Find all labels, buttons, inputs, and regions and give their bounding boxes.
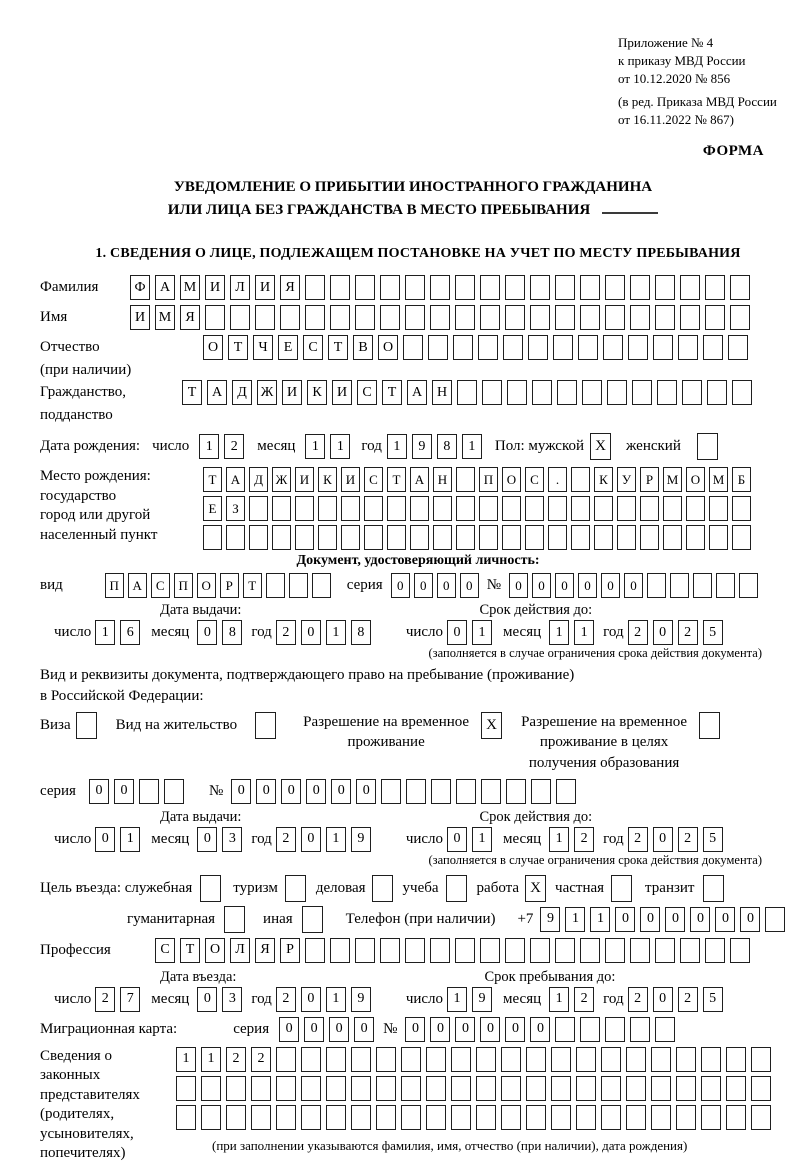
doc-issue-month-input[interactable]: 0 8 <box>197 620 247 645</box>
temp-permit-edu-label: Разрешение на временное проживание в целях получения образования <box>521 714 688 771</box>
stay-month-label: месяц <box>503 990 542 1007</box>
birthplace-input-line-1[interactable]: Т А Д Ж И К И С Т А Н П О С . К У Р М О М Б <box>203 467 755 492</box>
representatives-input-line-3[interactable] <box>176 1105 776 1130</box>
entry-day-label: число <box>54 990 92 1007</box>
birthplace-block <box>40 467 796 550</box>
permit-issue-day-input[interactable]: 0 1 <box>95 827 145 852</box>
purpose-humanitarian-label: гуманитарная <box>127 910 216 927</box>
permit-number-input[interactable]: 0 0 0 0 0 0 <box>231 779 581 804</box>
doc-number-label: № <box>486 576 501 593</box>
representatives-label-1: Сведения о <box>40 1047 112 1064</box>
purpose-private-label: частная <box>555 879 605 896</box>
doc-issue-day-input[interactable]: 1 6 <box>95 620 145 645</box>
representatives-input-line-1[interactable]: 1 1 2 2 <box>176 1047 776 1072</box>
doc-valid-year-label: год <box>603 623 624 640</box>
birthplace-label-1: Место рождения: <box>40 468 151 485</box>
purpose-label: Цель въезда: служебная <box>40 879 193 896</box>
doc-issue-year-label: год <box>251 623 272 640</box>
representatives-label-3: представителях <box>40 1086 140 1103</box>
temp-permit-checkbox[interactable]: X <box>481 712 507 739</box>
representatives-label-5: усыновителях, <box>40 1125 134 1142</box>
doc-issue-year-input[interactable]: 2 0 1 8 <box>276 620 376 645</box>
migration-series-label: серия <box>233 1020 270 1037</box>
birthplace-label-2: государство <box>40 487 117 504</box>
entry-month-input[interactable]: 0 3 <box>197 987 247 1012</box>
patronymic-label: Отчество <box>40 339 100 356</box>
representatives-label-4: (родителях, <box>40 1106 115 1123</box>
name-input[interactable]: И М Я <box>130 305 755 330</box>
purpose-transit-label: транзит <box>645 879 695 896</box>
entry-year-input[interactable]: 2 0 1 9 <box>276 987 376 1012</box>
appendix-line-3: от 10.12.2020 № 856 <box>618 70 731 86</box>
temp-permit-edu-checkbox[interactable] <box>699 712 725 739</box>
birthplace-label-3: город или другой <box>40 507 151 524</box>
permit-dates-header <box>40 809 796 826</box>
revision-line-1: (в ред. Приказа МВД России <box>618 93 777 109</box>
identity-doc-row <box>40 573 796 598</box>
permit-valid-day-label: число <box>405 830 444 847</box>
birth-month-input[interactable]: 1 1 <box>305 434 355 459</box>
citizenship-label-2: подданство <box>40 406 113 423</box>
doc-type-input[interactable]: П А С П О Р Т <box>105 573 335 598</box>
stay-month-input[interactable]: 1 2 <box>549 987 599 1012</box>
birth-date-row <box>40 433 796 460</box>
doc-series-input[interactable]: 0 0 0 0 <box>391 573 483 598</box>
purpose-study-label: учеба <box>402 879 439 896</box>
permit-number-label: № <box>208 782 224 799</box>
doc-issue-date-label: Дата выдачи: <box>160 602 242 619</box>
permit-paragraph <box>40 665 796 707</box>
phone-prefix: +7 <box>517 910 534 927</box>
purpose-humanitarian-checkbox[interactable] <box>224 906 250 933</box>
birthplace-input-line-2[interactable]: Е З <box>203 496 755 521</box>
purpose-tourism-checkbox[interactable] <box>285 875 311 902</box>
doc-dates-header <box>40 602 796 619</box>
permit-valid-month-input[interactable]: 1 2 <box>549 827 599 852</box>
purpose-work-label: работа <box>476 879 520 896</box>
temp-permit-label: Разрешение на временное проживание <box>303 714 470 751</box>
sex-female-checkbox[interactable] <box>697 433 723 460</box>
birth-month-label: месяц <box>257 437 296 454</box>
migration-number-input[interactable]: 0 0 0 0 0 0 <box>405 1017 680 1042</box>
form-title-line-1: УВЕДОМЛЕНИЕ О ПРИБЫТИИ ИНОСТРАННОГО ГРАЖДАНИНА <box>173 178 653 195</box>
doc-validity-note: (заполняется в случае ограничения срока действия документа) <box>428 646 762 661</box>
purpose-study-checkbox[interactable] <box>446 875 472 902</box>
form-title-line-2: ИЛИ ЛИЦА БЕЗ ГРАЖДАНСТВА В МЕСТО ПРЕБЫВАНИЯ <box>40 199 786 222</box>
surname-label: Фамилия <box>40 278 99 295</box>
entry-day-input[interactable]: 2 7 <box>95 987 145 1012</box>
permit-paragraph-line-2: в Российской Федерации: <box>40 688 204 705</box>
purpose-other-checkbox[interactable] <box>302 906 328 933</box>
entry-month-label: месяц <box>151 990 190 1007</box>
permit-series-label: серия <box>40 782 76 799</box>
appendix-line-2: к приказу МВД России <box>618 52 746 68</box>
form-label: ФОРМА <box>702 142 764 159</box>
doc-valid-month-input[interactable]: 1 1 <box>549 620 599 645</box>
residence-permit-label: Вид на жительство <box>115 717 238 734</box>
patronymic-input[interactable]: О Т Ч Е С Т В О <box>203 335 753 360</box>
entry-date-label: Дата въезда: <box>160 968 237 985</box>
representatives-label-2: законных <box>40 1067 101 1084</box>
doc-dates-row <box>40 620 796 645</box>
visa-checkbox[interactable] <box>76 712 102 739</box>
doc-valid-year-input[interactable]: 2 0 2 5 <box>628 620 728 645</box>
permit-issue-month-input[interactable]: 0 3 <box>197 827 247 852</box>
purpose-other-label: иная <box>263 910 293 927</box>
patronymic-note: (при наличии) <box>40 361 132 378</box>
permit-issue-day-label: число <box>54 830 92 847</box>
profession-label: Профессия <box>40 941 111 958</box>
permit-dates-row <box>40 827 796 852</box>
name-label: Имя <box>40 308 68 325</box>
birthplace-input-line-3[interactable] <box>203 525 755 550</box>
entry-dates-header <box>40 969 796 986</box>
revision-line-2: от 16.11.2022 № 867) <box>618 111 735 127</box>
purpose-private-checkbox[interactable] <box>611 875 637 902</box>
title-underline <box>602 212 658 214</box>
section-1-title: 1. СВЕДЕНИЯ О ЛИЦЕ, ПОДЛЕЖАЩЕМ ПОСТАНОВКЕ НА УЧЕТ ПО МЕСТУ ПРЕБЫВАНИЯ <box>95 246 741 262</box>
doc-valid-day-label: число <box>405 623 444 640</box>
permit-valid-until-label: Срок действия до: <box>479 808 593 825</box>
permit-valid-year-input[interactable]: 2 0 2 5 <box>628 827 728 852</box>
stay-day-input[interactable]: 1 9 <box>447 987 497 1012</box>
entry-dates-row <box>40 987 796 1012</box>
permit-issue-year-label: год <box>251 830 272 847</box>
purpose-business-label: деловая <box>315 879 366 896</box>
visa-label: Виза <box>40 717 71 734</box>
appendix-block <box>618 34 796 129</box>
stay-until-label: Срок пребывания до: <box>484 968 616 985</box>
doc-issue-day-label: число <box>54 623 92 640</box>
doc-valid-until-label: Срок действия до: <box>479 602 593 619</box>
identity-doc-header: Документ, удостоверяющий личность: <box>296 553 540 569</box>
permit-valid-day-input[interactable]: 0 1 <box>447 827 497 852</box>
representatives-label-6: попечителях) <box>40 1145 126 1162</box>
profession-input[interactable]: С Т О Л Я Р <box>155 938 755 963</box>
citizenship-row <box>40 380 796 425</box>
permit-series-row <box>40 779 796 804</box>
birth-day-label: число <box>152 437 190 454</box>
surname-input[interactable]: Ф А М И Л И Я <box>130 275 755 300</box>
permit-series-input[interactable]: 0 0 <box>89 779 189 804</box>
representatives-note: (при заполнении указываются фамилия, имя, отчество (при наличии), дата рождения) <box>212 1137 688 1153</box>
permit-validity-note: (заполняется в случае ограничения срока действия документа) <box>428 852 762 867</box>
representatives-input-line-2[interactable] <box>176 1076 776 1101</box>
purpose-work-checkbox[interactable]: X <box>525 875 551 902</box>
profession-row <box>40 938 796 963</box>
citizenship-label: Гражданство, <box>40 384 127 401</box>
appendix-line-1: Приложение № 4 <box>618 35 714 50</box>
purpose-row <box>40 875 796 902</box>
phone-label: Телефон (при наличии) <box>345 910 496 927</box>
sex-male-label: Пол: мужской <box>494 437 585 454</box>
permit-issue-year-input[interactable]: 2 0 1 9 <box>276 827 376 852</box>
birthplace-label-4: населенный пункт <box>40 526 158 543</box>
migration-series-input[interactable]: 0 0 0 0 <box>279 1017 379 1042</box>
permit-issue-date-label: Дата выдачи: <box>160 808 242 825</box>
purpose-official-checkbox[interactable] <box>200 875 226 902</box>
permit-paragraph-line-1: Вид и реквизиты документа, подтверждающего право на пребывание (проживание) <box>40 667 575 684</box>
form-title <box>40 176 796 223</box>
migration-card-label: Миграционная карта: <box>40 1020 178 1037</box>
birth-day-input[interactable]: 1 2 <box>199 434 249 459</box>
permit-issue-month-label: месяц <box>151 830 190 847</box>
doc-type-label: вид <box>40 576 63 593</box>
migration-number-label: № <box>383 1020 398 1037</box>
birth-year-label: год <box>361 437 382 454</box>
patronymic-row <box>40 335 796 380</box>
permit-valid-year-label: год <box>603 830 624 847</box>
doc-number-input[interactable]: 0 0 0 0 0 0 <box>509 573 762 598</box>
name-row <box>40 305 796 330</box>
doc-valid-month-label: месяц <box>503 623 542 640</box>
permit-valid-month-label: месяц <box>503 830 542 847</box>
surname-row <box>40 275 796 300</box>
representatives-block <box>40 1047 796 1163</box>
birth-year-input[interactable]: 1 9 8 1 <box>387 434 487 459</box>
sex-female-label: женский <box>626 437 681 454</box>
phone-input[interactable]: 9 1 1 0 0 0 0 0 0 <box>540 907 790 932</box>
birth-date-label: Дата рождения: <box>40 437 141 454</box>
residence-permit-checkbox[interactable] <box>255 712 281 739</box>
doc-valid-day-input[interactable]: 0 1 <box>447 620 497 645</box>
permit-type-row <box>40 712 796 773</box>
citizenship-input[interactable]: Т А Д Ж И К И С Т А Н <box>182 380 757 405</box>
purpose-transit-checkbox[interactable] <box>703 875 729 902</box>
stay-day-label: число <box>405 990 444 1007</box>
doc-series-label: серия <box>346 576 383 593</box>
purpose-row-2 <box>40 906 796 933</box>
purpose-tourism-label: туризм <box>233 879 278 896</box>
sex-male-checkbox[interactable]: X <box>590 433 616 460</box>
doc-issue-month-label: месяц <box>151 623 190 640</box>
stay-year-label: год <box>603 990 624 1007</box>
migration-card-row <box>40 1017 796 1042</box>
entry-year-label: год <box>251 990 272 1007</box>
stay-year-input[interactable]: 2 0 2 5 <box>628 987 728 1012</box>
purpose-business-checkbox[interactable] <box>372 875 398 902</box>
